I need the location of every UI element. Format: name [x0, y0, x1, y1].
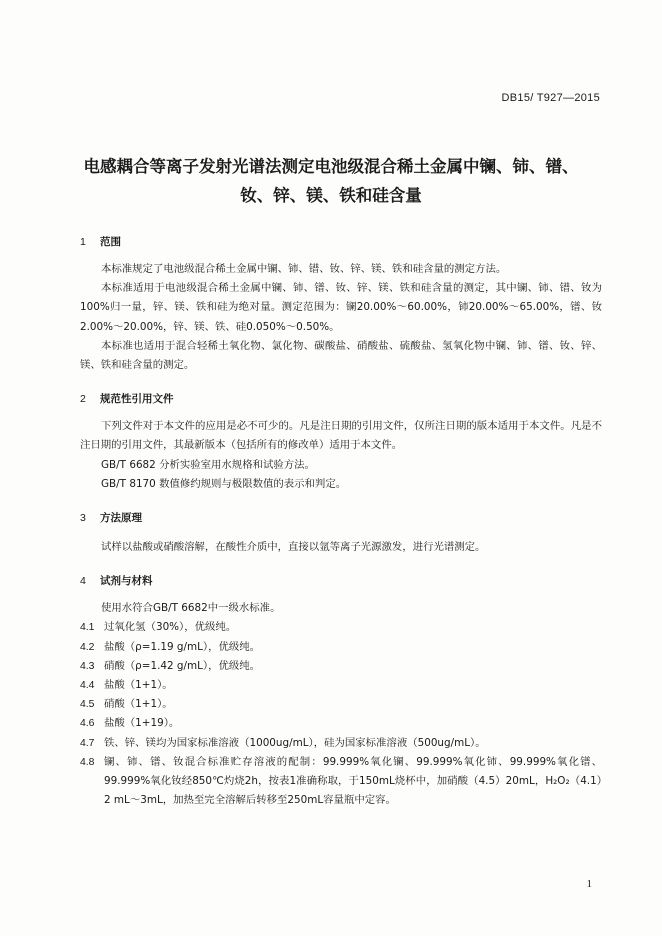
reagent-item-text: 盐酸（1+1）。: [104, 679, 173, 692]
section-1-paragraph-3: 本标准也适用于混合轻稀土氧化物、氯化物、碳酸盐、硝酸盐、硫酸盐、氢氧化物中镧、铈、镨、钕、锌、镁、铁和硅含量的测定。: [80, 339, 602, 372]
section-1-title: 范围: [100, 236, 121, 248]
reagent-item-text: 盐酸（1+19）。: [104, 717, 180, 730]
section-4-intro: 使用水符合GB/T 6682中一级水标准。: [101, 602, 281, 615]
section-1-heading: [80, 232, 602, 252]
reagent-item-text: 硝酸（1+1）。: [104, 698, 173, 711]
section-3-paragraph-1: 试样以盐酸或硝酸溶解，在酸性介质中，直接以氩等离子光源激发，进行光谱测定。: [101, 541, 486, 554]
reagent-item-text: 铁、锌、镁均为国家标准溶液（1000ug/mL），硅为国家标准溶液（500ug/mL）。: [104, 736, 486, 749]
section-2-number: 2: [80, 393, 86, 406]
document-code: DB15/ T927—2015: [501, 92, 600, 104]
reagent-item-number: 4.8: [80, 756, 95, 768]
reagent-item: [80, 734, 602, 753]
reagent-item: [80, 638, 602, 657]
reagent-item-text: 盐酸（ρ=1.19 g/mL），优级纯。: [104, 640, 261, 653]
section-1-paragraph-1: 本标准规定了电池级混合稀土金属中镧、铈、镨、钕、锌、镁、铁和硅含量的测定方法。: [101, 263, 507, 275]
section-4-number: 4: [80, 575, 86, 588]
section-2-title: 规范性引用文件: [100, 393, 174, 406]
section-2-heading: [80, 389, 602, 409]
section-3-title: 方法原理: [100, 512, 142, 525]
section-2-paragraph-1: 下列文件对于本文件的应用是必不可少的。凡是注日期的引用文件，仅所注日期的版本适用于本文件。凡是不注日期的引用文件，其最新版本（包括所有的修改单）适用于本文件。: [80, 420, 602, 452]
page-number: 1: [586, 878, 592, 890]
section-3-heading: [80, 508, 602, 528]
section-1-paragraph-2: 本标准适用于电池级混合稀土金属中镧、铈、镨、钕、锌、镁、铁和硅含量的测定，其中镧、铈、镨、钕为100%归一量，锌、镁、铁和硅为绝对量。测定范围为：镧20.00%～60.00%，铈20.00%～65.00%，镨、钕2.00%～20.00%，锌、镁、铁、硅0.050%～0.50%。: [80, 282, 602, 333]
title-line-1: 电感耦合等离子发射光谱法测定电池级混合稀土金属中镧、铈、镨、: [83, 157, 579, 176]
reagent-item-number: 4.5: [80, 699, 95, 711]
section-4-title: 试剂与材料: [100, 575, 153, 588]
document-body: [80, 232, 602, 810]
reagent-item: [80, 753, 602, 811]
reagent-item-number: 4.1: [80, 622, 95, 634]
reagent-item-text: 过氧化氢（30%），优级纯。: [104, 621, 237, 634]
normative-reference-1: GB/T 6682 分析实验室用水规格和试验方法。: [101, 458, 315, 471]
reagent-item-number: 4.6: [80, 718, 95, 730]
reagent-item-text: 硝酸（ρ=1.42 g/mL），优级纯。: [104, 659, 261, 672]
normative-reference-2: GB/T 8170 数值修约规则与极限数值的表示和判定。: [101, 477, 347, 490]
reagent-item: [80, 676, 602, 695]
reagent-item-number: 4.7: [80, 737, 95, 749]
section-4-heading: [80, 571, 602, 591]
document-title: [70, 152, 592, 210]
reagent-item-text: 镧、铈、镨、钕混合标准贮存溶液的配制：99.999%氧化镧、99.999%氧化铈、99.999%氧化镨、99.999%氧化钕经850℃灼烧2h，按表1准确称取，于150mL烧杯中，加硝酸（4.5）20mL，H₂O₂（4.1）2 mL～3mL，加热至完全溶解后转移至250mL容量瓶中定容。: [104, 755, 602, 807]
reagent-item: [80, 714, 602, 733]
section-1-number: 1: [80, 236, 86, 248]
reagent-item-number: 4.4: [80, 680, 95, 692]
reagent-item: [80, 695, 602, 714]
reagent-item-number: 4.2: [80, 641, 95, 653]
reagent-item-number: 4.3: [80, 660, 95, 672]
reagent-item: [80, 657, 602, 676]
reagent-item: [80, 618, 602, 637]
section-3-number: 3: [80, 512, 86, 525]
title-line-2: 钕、锌、镁、铁和硅含量: [240, 186, 422, 205]
